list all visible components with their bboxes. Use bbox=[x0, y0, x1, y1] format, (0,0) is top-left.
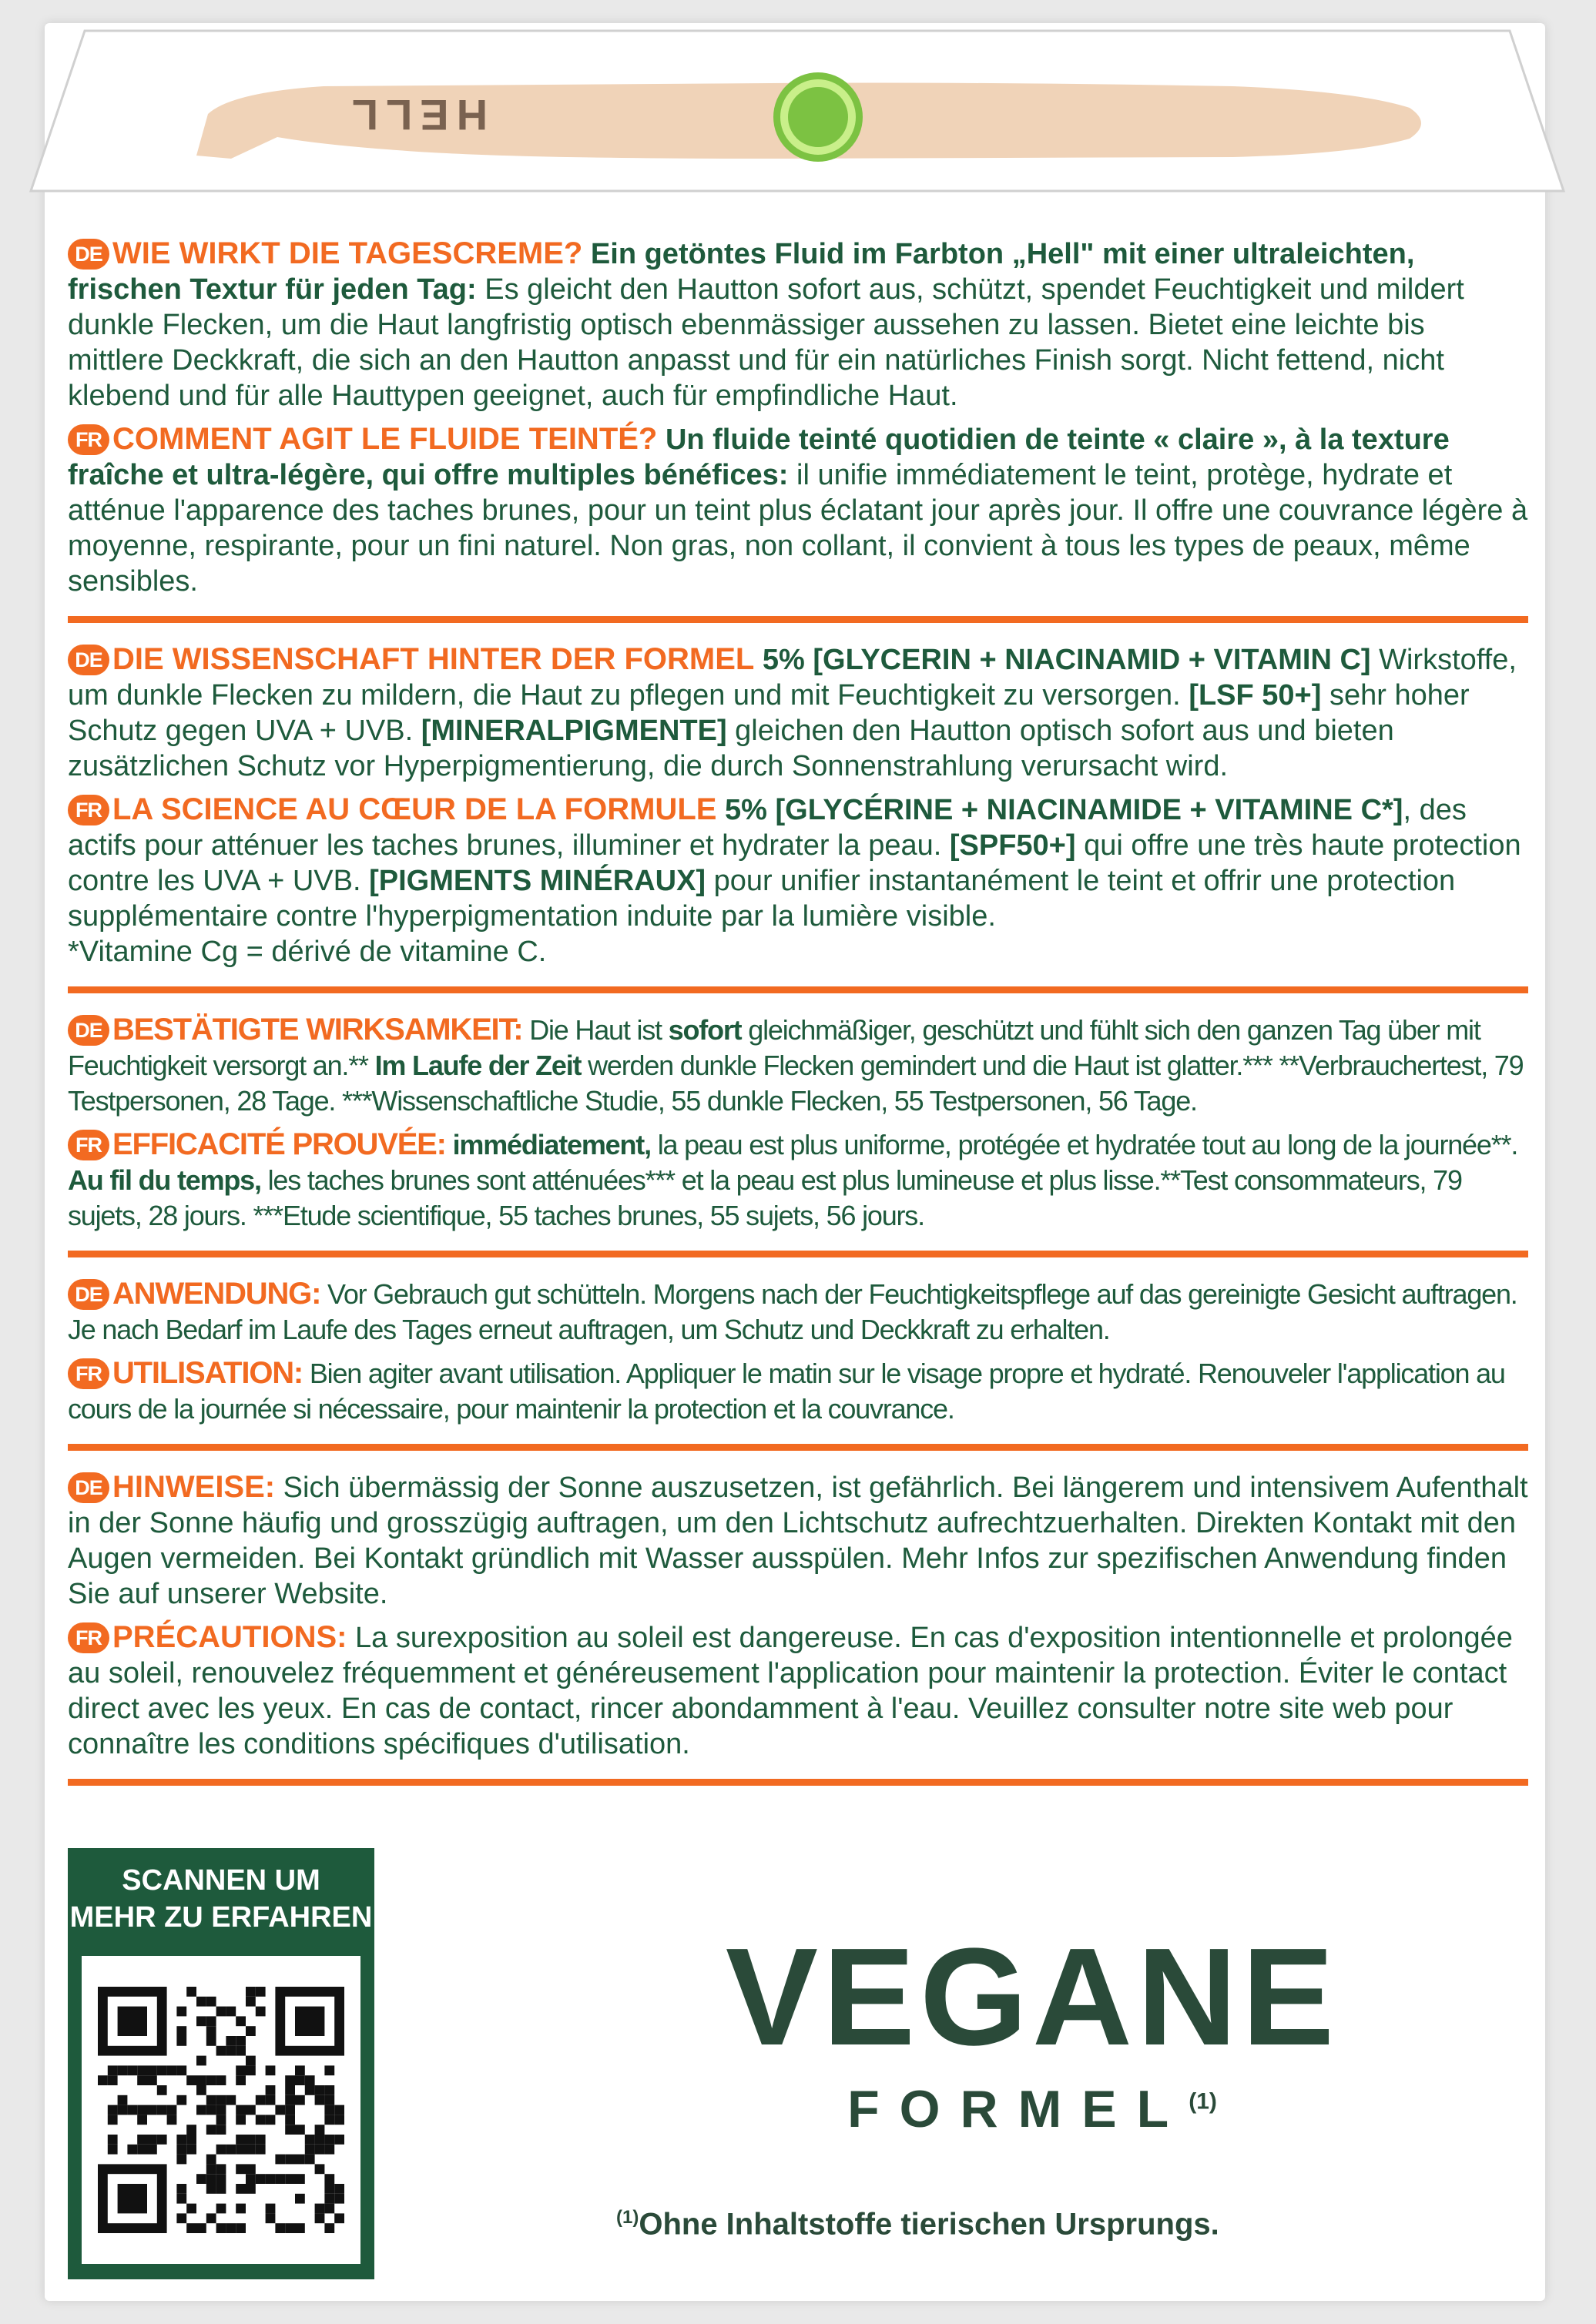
qr-module bbox=[196, 2174, 206, 2184]
qr-module bbox=[246, 2056, 256, 2066]
bold-text: Au fil du temps, bbox=[68, 1164, 261, 1196]
qr-module bbox=[246, 2026, 256, 2036]
qr-module bbox=[236, 2223, 246, 2233]
qr-module bbox=[226, 2095, 236, 2105]
qr-module bbox=[246, 1997, 256, 2007]
qr-module bbox=[167, 2115, 177, 2125]
qr-module bbox=[324, 2174, 334, 2184]
qr-module bbox=[266, 2095, 276, 2105]
qr-module bbox=[186, 2223, 196, 2233]
qr-module bbox=[176, 2095, 186, 2105]
paragraph-heading: HINWEISE: bbox=[112, 1470, 276, 1504]
qr-module bbox=[137, 2115, 147, 2125]
qr-module bbox=[216, 2145, 226, 2155]
bold-text: [MINERALPIGMENTE] bbox=[421, 715, 727, 747]
qr-module bbox=[216, 2007, 226, 2017]
paragraph-text: werden dunkle Flecken gemindert und die Haut ist glatter.*** **Verbrauchertest, 79 Testpersonen, 28 Tage. ***Wissenschaftliche Studie, 55 dunkle Flecken, 55 Testpersonen, 56 Tage. bbox=[68, 1050, 1524, 1117]
qr-module bbox=[315, 2095, 325, 2105]
qr-module bbox=[226, 2145, 236, 2155]
qr-module bbox=[315, 2213, 325, 2223]
qr-module bbox=[108, 2115, 118, 2125]
qr-module bbox=[236, 2204, 246, 2214]
qr-module bbox=[108, 2145, 118, 2155]
vegan-subtitle bbox=[724, 2079, 1340, 2139]
paragraph-de bbox=[68, 236, 1528, 414]
qr-module bbox=[137, 2105, 147, 2115]
qr-module bbox=[176, 2007, 186, 2017]
qr-module bbox=[206, 2213, 216, 2223]
section-science bbox=[68, 637, 1528, 993]
qr-module bbox=[216, 2115, 226, 2125]
qr-module bbox=[295, 2095, 305, 2105]
footnote-text: *Vitamine Cg = dérivé de vitamine C. bbox=[68, 936, 547, 968]
qr-module bbox=[295, 2194, 305, 2204]
qr-module bbox=[108, 2065, 118, 2075]
qr-module bbox=[216, 2184, 226, 2194]
paragraph-text: Sich übermässig der Sonne auszusetzen, ist gefährlich. Bei längerem und intensivem Aufenthalt in der Sonne häufig und grosszügig auftragen, um den Lichtschutz aufrechtzuerhalten. Direkten Kontakt mit den Augen vermeiden. Bei Kontakt gründlich mit Wasser ausspülen. Mehr Infos zur spezifischen Anwendung finden Sie auf unserer Website. bbox=[68, 1472, 1528, 1610]
qr-module bbox=[285, 2095, 295, 2105]
qr-module bbox=[216, 2046, 226, 2056]
paragraph-de bbox=[68, 641, 1528, 784]
section-how-it-works bbox=[68, 231, 1528, 623]
qr-module bbox=[285, 2174, 295, 2184]
qr-module bbox=[176, 2194, 186, 2204]
qr-module bbox=[206, 2155, 216, 2165]
qr-module bbox=[315, 2204, 325, 2214]
vegan-title: VEGANE bbox=[725, 1920, 1340, 2075]
qr-module bbox=[285, 2085, 295, 2095]
qr-module bbox=[186, 2145, 196, 2155]
qr-module bbox=[147, 2075, 157, 2085]
section-warnings bbox=[68, 1465, 1528, 1786]
shade-label: HELL bbox=[344, 91, 488, 139]
qr-module bbox=[256, 2115, 266, 2125]
paragraph-heading: PRÉCAUTIONS: bbox=[112, 1620, 347, 1654]
footnote-mark: (1) bbox=[616, 2207, 639, 2228]
qr-module bbox=[236, 2135, 246, 2145]
qr-module bbox=[295, 2174, 305, 2184]
qr-module bbox=[334, 2194, 344, 2204]
qr-module bbox=[324, 2184, 334, 2194]
qr-module bbox=[206, 2125, 216, 2135]
qr-module bbox=[176, 2145, 186, 2155]
paragraph-heading: UTILISATION: bbox=[112, 1356, 303, 1390]
paragraph-fr bbox=[68, 792, 1528, 969]
qr-module bbox=[285, 2125, 295, 2135]
qr-module bbox=[236, 2184, 246, 2194]
paragraph-fr bbox=[68, 421, 1528, 599]
qr-module bbox=[334, 2115, 344, 2125]
de-badge: DE bbox=[68, 239, 109, 270]
qr-module bbox=[226, 2223, 236, 2233]
paragraph-de bbox=[68, 1276, 1528, 1348]
qr-module bbox=[334, 2184, 344, 2194]
qr-module bbox=[236, 2145, 246, 2155]
qr-module bbox=[246, 2135, 256, 2145]
vegan-footnote bbox=[616, 2207, 1219, 2242]
qr-module bbox=[108, 2135, 118, 2145]
bold-text: [PIGMENTS MINÉRAUX] bbox=[369, 865, 706, 897]
bold-text: [SPF50+] bbox=[949, 829, 1076, 862]
qr-module bbox=[236, 2065, 246, 2075]
qr-module bbox=[334, 2135, 344, 2145]
bold-text: sofort bbox=[668, 1014, 742, 1046]
qr-module bbox=[167, 2065, 177, 2075]
qr-module bbox=[324, 2204, 334, 2214]
qr-module bbox=[206, 2075, 216, 2085]
qr-module bbox=[157, 2065, 167, 2075]
qr-module bbox=[216, 2105, 226, 2115]
qr-module bbox=[324, 2065, 334, 2075]
qr-module bbox=[216, 2223, 226, 2233]
qr-module bbox=[236, 2105, 246, 2115]
paragraph-text: qui offre une très haute protection contre les UVA + UVB. bbox=[68, 829, 1521, 897]
qr-module bbox=[275, 2105, 285, 2115]
paragraph-heading: WIE WIRKT DIE TAGESCREME? bbox=[112, 236, 583, 270]
qr-module bbox=[246, 2065, 256, 2075]
qr-module bbox=[216, 2125, 226, 2135]
bold-text: 5% [GLYCERIN + NIACINAMID + VITAMIN C] bbox=[762, 644, 1371, 676]
paragraph-heading: EFFICACITÉ PROUVÉE: bbox=[112, 1127, 446, 1161]
qr-module bbox=[147, 2105, 157, 2115]
qr-module bbox=[315, 2085, 325, 2095]
qr-module bbox=[285, 2075, 295, 2085]
qr-module bbox=[186, 2125, 196, 2135]
qr-module bbox=[206, 2164, 216, 2174]
paragraph-text: , des actifs pour atténuer les taches brunes, illuminer et hydrater la peau. bbox=[68, 794, 1467, 862]
de-badge: DE bbox=[68, 1279, 109, 1310]
qr-module bbox=[256, 2174, 266, 2184]
qr-module bbox=[236, 2036, 246, 2046]
qr-module bbox=[127, 2065, 137, 2075]
qr-module bbox=[216, 2164, 226, 2174]
qr-module bbox=[196, 2085, 206, 2095]
bold-text: 5% [GLYCÉRINE + NIACINAMIDE + VITAMINE C*] bbox=[725, 794, 1403, 826]
qr-module bbox=[236, 2075, 246, 2085]
qr-module bbox=[305, 2075, 315, 2085]
qr-module bbox=[206, 2105, 216, 2115]
qr-module bbox=[137, 2145, 147, 2155]
qr-code-icon[interactable] bbox=[98, 1987, 344, 2233]
qr-module bbox=[266, 2085, 276, 2095]
qr-module bbox=[334, 2105, 344, 2115]
bold-text: [LSF 50+] bbox=[1189, 679, 1322, 712]
qr-module bbox=[196, 2016, 206, 2026]
qr-module bbox=[236, 2046, 246, 2056]
qr-module bbox=[216, 2075, 226, 2085]
package-top-flap bbox=[0, 0, 1596, 200]
qr-module bbox=[315, 2125, 325, 2135]
qr-module bbox=[127, 2105, 137, 2115]
paragraph-de bbox=[68, 1469, 1528, 1612]
qr-module bbox=[324, 2095, 334, 2105]
qr-module bbox=[147, 2135, 157, 2145]
qr-module bbox=[206, 2016, 216, 2026]
qr-module bbox=[324, 2223, 334, 2233]
paragraph-text: La surexposition au soleil est dangereuse. En cas d'exposition intentionnelle et prolongée au soleil, renouvelez fréquemment et généreusement l'application pour maintenir la protection. Éviter le contact direct avec les yeux. En cas de contact, rincer abondamment à l'eau. Veuillez consulter notre site web pour connaître les conditions spécifiques d'utilisation. bbox=[68, 1622, 1513, 1760]
paragraph-fr bbox=[68, 1127, 1528, 1234]
qr-module bbox=[176, 2213, 186, 2223]
paragraph-text: Es gleicht den Hautton sofort aus, schützt, spendet Feuchtigkeit und mildert dunkle Flecken, um die Haut langfristig optisch ebenmässiger aussehen zu lassen. Bietet eine leichte bis mittlere Deckkraft, die sich an den Hautton anpasst und für ein natürliches Finish sorgt. Nicht fettend, nicht klebend und für alle Hauttypen geeignet, auch für empfindliche Haut. bbox=[68, 273, 1464, 412]
paragraph-text: il unifie immédiatement le teint, protège, hydrate et atténue l'apparence des taches brunes, pour un teint plus éclatant jour après jour. Il offre une couvrance légère à moyenne, respirante, pour un fini naturel. Non gras, non collant, il convient à tous les types de peaux, même sensibles. bbox=[68, 459, 1528, 598]
qr-module bbox=[266, 2174, 276, 2184]
qr-module bbox=[108, 2105, 118, 2115]
qr-module bbox=[118, 2095, 128, 2105]
paragraph-heading: COMMENT AGIT LE FLUIDE TEINTÉ? bbox=[112, 422, 658, 456]
qr-module bbox=[196, 2056, 206, 2066]
qr-module bbox=[186, 2075, 196, 2085]
qr-module bbox=[266, 2065, 276, 2075]
qr-module bbox=[206, 2184, 216, 2194]
qr-module bbox=[176, 2026, 186, 2036]
paragraph-text: Vor Gebrauch gut schütteln. Morgens nach der Feuchtigkeitspflege auf das gereinigte Gesicht auftragen. Je nach Bedarf im Laufe des Tages erneut auftragen, um Schutz und Deckkraft zu erhalten. bbox=[68, 1278, 1517, 1345]
paragraph-text: Wirkstoffe, um dunkle Flecken zu mildern, die Haut zu pflegen und mit Feuchtigkeit zu versorgen. bbox=[68, 644, 1517, 712]
paragraph-de bbox=[68, 1012, 1528, 1119]
qr-module bbox=[295, 2155, 305, 2165]
qr-module bbox=[196, 2105, 206, 2115]
paragraph-text: pour unifier instantanément le teint et offrir une protection supplémentaire contre l'hyperpigmentation induite par la lumière visible. bbox=[68, 865, 1456, 933]
qr-module bbox=[176, 2065, 186, 2075]
qr-module bbox=[285, 2105, 295, 2115]
qr-module bbox=[285, 2223, 295, 2233]
qr-module bbox=[216, 2204, 226, 2214]
paragraph-text: Bien agiter avant utilisation. Appliquer le matin sur le visage propre et hydraté. Renouveler l'application au cours de la journée si nécessaire, pour maintenir la protection et la couvrance. bbox=[68, 1358, 1505, 1425]
fr-badge: FR bbox=[68, 424, 109, 455]
paragraph-intro: Un fluide teinté quotidien de teinte « claire », à la texture fraîche et ultra-légère, qui offre multiples bénéfices: bbox=[68, 424, 1450, 491]
qr-module bbox=[118, 2105, 128, 2115]
paragraph-text: gleichmäßiger, geschützt und fühlt sich den ganzen Tag über mit Feuchtigkeit versorgt an.** bbox=[68, 1014, 1480, 1081]
qr-module bbox=[324, 2145, 334, 2155]
qr-module bbox=[256, 2007, 266, 2017]
footnote-mark: (1) bbox=[1189, 2088, 1217, 2115]
bold-text: Im Laufe der Zeit bbox=[374, 1050, 582, 1081]
qr-module bbox=[206, 2036, 216, 2046]
qr-module bbox=[226, 2036, 236, 2046]
qr-module bbox=[236, 2016, 246, 2026]
fr-badge: FR bbox=[68, 1358, 109, 1389]
qr-module bbox=[324, 2194, 334, 2204]
qr-module bbox=[206, 2095, 216, 2105]
fr-badge: FR bbox=[68, 795, 109, 825]
qr-module bbox=[256, 2145, 266, 2155]
qr-module bbox=[295, 2075, 305, 2085]
qr-module bbox=[256, 2135, 266, 2145]
qr-module bbox=[285, 2115, 295, 2125]
qr-module bbox=[334, 2213, 344, 2223]
qr-module bbox=[176, 2184, 186, 2194]
qr-module bbox=[236, 2115, 246, 2125]
paragraph-fr bbox=[68, 1619, 1528, 1762]
qr-module bbox=[246, 1987, 256, 1997]
qr-module bbox=[98, 2075, 108, 2085]
qr-module bbox=[305, 2085, 315, 2095]
de-badge: DE bbox=[68, 645, 109, 675]
qr-module bbox=[196, 1997, 206, 2007]
qr-module bbox=[305, 2135, 315, 2145]
qr-module bbox=[256, 1987, 266, 1997]
qr-module bbox=[324, 2115, 334, 2125]
footnote-text: Ohne Inhaltstoffe tierischen Ursprungs. bbox=[639, 2207, 1219, 2242]
qr-module bbox=[176, 2036, 186, 2046]
qr-module bbox=[176, 2135, 186, 2145]
qr-module bbox=[315, 2164, 325, 2174]
qr-module bbox=[266, 2204, 276, 2214]
fr-badge: FR bbox=[68, 1622, 109, 1653]
paragraph-text: sehr hoher Schutz gegen UVA + UVB. bbox=[68, 679, 1470, 747]
qr-title-line: MEHR ZU ERFAHREN bbox=[69, 1901, 373, 1934]
paragraph-heading: LA SCIENCE AU CŒUR DE LA FORMULE bbox=[112, 792, 717, 826]
qr-module bbox=[196, 2075, 206, 2085]
qr-module bbox=[137, 2135, 147, 2145]
de-badge: DE bbox=[68, 1472, 109, 1503]
qr-module bbox=[256, 2095, 266, 2105]
qr-module bbox=[186, 2204, 196, 2214]
qr-module bbox=[246, 2145, 256, 2155]
qr-module bbox=[275, 2174, 285, 2184]
paragraph-heading: ANWENDUNG: bbox=[112, 1277, 321, 1311]
qr-module bbox=[266, 2213, 276, 2223]
qr-module bbox=[216, 2174, 226, 2184]
section-efficacy bbox=[68, 1007, 1528, 1257]
qr-module bbox=[157, 2105, 167, 2115]
qr-module bbox=[226, 2046, 236, 2056]
qr-module bbox=[275, 2155, 285, 2165]
qr-module bbox=[226, 2007, 236, 2017]
qr-module bbox=[315, 2145, 325, 2155]
paragraph-text: les taches brunes sont atténuées*** et la peau est plus lumineuse et plus lisse.**Test consommateurs, 79 sujets, 28 jours. ***Etude scientifique, 55 taches brunes, 55 sujets, 56 jours. bbox=[68, 1164, 1462, 1231]
qr-module bbox=[206, 2026, 216, 2036]
qr-module bbox=[147, 2065, 157, 2075]
qr-module bbox=[108, 2075, 118, 2085]
paragraph-heading: BESTÄTIGTE WIRKSAMKEIT: bbox=[112, 1013, 523, 1046]
qr-module bbox=[246, 2164, 256, 2174]
qr-module bbox=[137, 2075, 147, 2085]
qr-module bbox=[246, 2105, 256, 2115]
paragraph-fr bbox=[68, 1355, 1528, 1427]
paragraph-text: Die Haut ist bbox=[522, 1014, 669, 1046]
paragraph-text: la peau est plus uniforme, protégée et hydratée tout au long de la journée**. bbox=[650, 1129, 1518, 1160]
qr-module bbox=[157, 2135, 167, 2145]
qr-module bbox=[186, 2135, 196, 2145]
qr-title-line: SCANNEN UM bbox=[122, 1864, 320, 1897]
qr-module bbox=[186, 1987, 196, 1997]
qr-module bbox=[315, 2135, 325, 2145]
qr-module bbox=[324, 2135, 334, 2145]
qr-module bbox=[127, 2145, 137, 2155]
qr-module bbox=[305, 2145, 315, 2155]
qr-module bbox=[206, 1997, 216, 2007]
qr-module bbox=[295, 2223, 305, 2233]
section-usage bbox=[68, 1271, 1528, 1451]
vegan-subtitle-text: FORMEL bbox=[847, 2080, 1189, 2138]
qr-module bbox=[324, 2105, 334, 2115]
qr-module bbox=[275, 2223, 285, 2233]
qr-module bbox=[176, 2155, 186, 2165]
qr-module bbox=[157, 2085, 167, 2095]
qr-module bbox=[236, 2164, 246, 2174]
qr-module bbox=[246, 2174, 256, 2184]
text-content bbox=[68, 231, 1528, 1800]
qr-module bbox=[216, 2095, 226, 2105]
qr-module bbox=[324, 2085, 334, 2095]
de-badge: DE bbox=[68, 1015, 109, 1046]
qr-title bbox=[68, 1862, 374, 1936]
qr-module bbox=[137, 2065, 147, 2075]
qr-code-panel[interactable] bbox=[68, 1848, 374, 2279]
qr-code-area bbox=[82, 1956, 360, 2264]
qr-module bbox=[147, 2145, 157, 2155]
qr-module bbox=[305, 2155, 315, 2165]
paragraph-intro: Ein getöntes Fluid im Farbton „Hell" mit einer ultraleichten, frischen Textur für jeden Tag: bbox=[68, 238, 1415, 306]
bold-text: immédiatement, bbox=[445, 1129, 651, 1160]
qr-module bbox=[118, 2065, 128, 2075]
paragraph-heading: DIE WISSENSCHAFT HINTER DER FORMEL bbox=[112, 642, 755, 676]
fr-badge: FR bbox=[68, 1130, 109, 1160]
qr-module bbox=[206, 2174, 216, 2184]
qr-module bbox=[246, 2184, 256, 2194]
paragraph-text: gleichen den Hautton optisch sofort aus und bieten zusätzlichen Schutz vor Hyperpigmentierung, die durch Sonnenstrahlung verursacht wird. bbox=[68, 715, 1394, 782]
qr-module bbox=[295, 2125, 305, 2135]
qr-module bbox=[285, 2155, 295, 2165]
qr-module bbox=[167, 2105, 177, 2115]
qr-module bbox=[266, 2115, 276, 2125]
qr-module bbox=[295, 2065, 305, 2075]
qr-module bbox=[196, 2223, 206, 2233]
